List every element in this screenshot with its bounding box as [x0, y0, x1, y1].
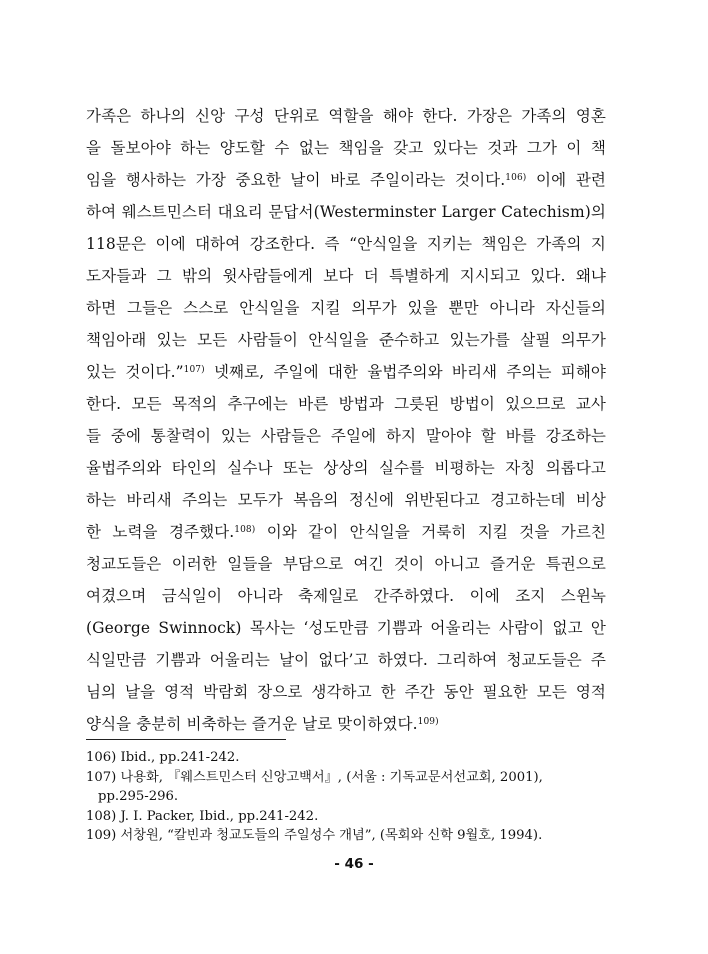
footnote-divider: [86, 739, 286, 740]
footnotes: [86, 748, 606, 846]
text-line: 식일만큼 기쁨과 어울리는 날이 없다’고 하였다. 그리하여 청교도들은 주: [86, 651, 606, 669]
text-line: 가족은 하나의 신앙 구성 단위로 역할을 해야 한다. 가장은 가족의 영혼: [86, 107, 606, 125]
text-line: 님의 날을 영적 박람회 장으로 생각하고 한 주간 동안 필요한 모든 영적: [86, 683, 606, 701]
footnote-ref: 108): [234, 525, 256, 535]
text-line: 한 노력을 경주했다.$^{108)}$ 이와 같이 안식일을 거룩히 지킬 것을 가르친: [86, 523, 606, 541]
text-line: 을 돌보아야 하는 양도할 수 없는 책임을 갖고 있다는 것과 그가 이 책: [86, 139, 606, 157]
text-line: 청교도들은 이러한 일들을 부담으로 여긴 것이 아니고 즐거운 특권으로: [86, 555, 606, 573]
page-number: - 46 -: [334, 856, 374, 872]
footnote: 109) 서창원, “칼빈과 청교도들의 주일성수 개념”, (목회와 신학 9월호, 1994).: [86, 828, 543, 843]
text-line: 있는 것이다.”$^{107)}$ 넷째로, 주일에 대한 율법주의와 바리새 주의는 피해야: [86, 363, 606, 381]
text-line: 하면 그들은 스스로 안식일을 지킬 의무가 있을 뿐만 아니라 자신들의: [86, 299, 606, 317]
text-line: 책임아래 있는 모든 사람들이 안식일을 준수하고 있는가를 살필 의무가: [86, 331, 606, 349]
footnote-ref: 106): [505, 173, 527, 183]
footnote-ref: 107): [183, 365, 205, 375]
text-line: 양식을 충분히 비축하는 즐거운 날로 맞이하였다.$^{109)}$: [86, 715, 439, 733]
footnote-continuation: pp.295-296.: [98, 789, 179, 804]
text-line: 하여 웨스트민스터 대요리 문답서(Westerminster Larger Catechism)의: [86, 203, 606, 221]
text-line: 율법주의와 타인의 실수나 또는 상상의 실수를 비평하는 자칭 의롭다고: [86, 459, 606, 477]
footnote-ref: 109): [417, 717, 439, 727]
text-line: 임을 행사하는 가장 중요한 날이 바로 주일이라는 것이다.$^{106)}$ 이에 관련: [86, 171, 606, 189]
text-line: 여겼으며 금식일이 아니라 축제일로 간주하였다. 이에 조지 스윈녹: [86, 587, 606, 605]
text-line: (George Swinnock) 목사는 ‘성도만큼 기쁨과 어울리는 사람이 없고 안: [86, 619, 606, 637]
footnote: 106) Ibid., pp.241-242.: [86, 750, 240, 765]
text-line: 한다. 모든 목적의 추구에는 바른 방법과 그릇된 방법이 있으므로 교사: [86, 395, 606, 413]
body-paragraph: [86, 100, 606, 740]
text-line: 118문은 이에 대하여 강조한다. 즉 “안식일을 지키는 책임은 가족의 지: [86, 235, 606, 253]
text-line: 도자들과 그 밖의 윗사람들에게 보다 더 특별하게 지시되고 있다. 왜냐: [86, 267, 606, 285]
text-line: 들 중에 통찰력이 있는 사람들은 주일에 하지 말아야 할 바를 강조하는: [86, 427, 606, 445]
text-line: 하는 바리새 주의는 모두가 복음의 정신에 위반된다고 경고하는데 비상: [86, 491, 606, 509]
footnote: 107) 나용화, 『웨스트민스터 신앙고백서』, (서울 : 기독교문서선교회, 2001),: [86, 769, 543, 785]
footnote: 108) J. I. Packer, Ibid., pp.241-242.: [86, 808, 319, 824]
